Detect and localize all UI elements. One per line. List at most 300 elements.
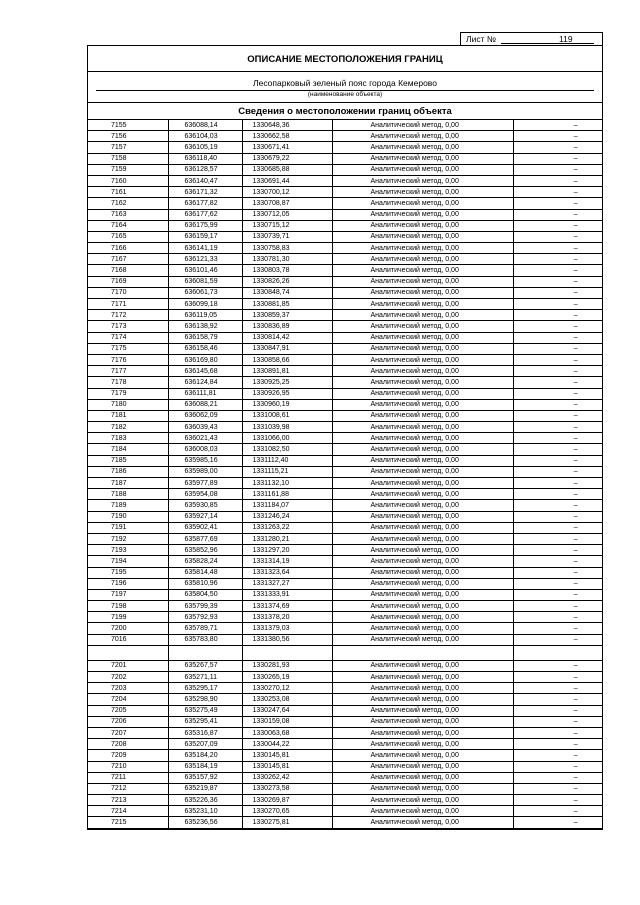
table-row [88, 683, 602, 694]
description-cell: – [513, 478, 602, 489]
x-coordinate-cell: 636099,18 [168, 299, 242, 310]
table-row [88, 410, 602, 421]
object-name-caption: (наименование объекта) [307, 91, 383, 98]
method-cell: Аналитический метод, 0,00 [332, 772, 513, 783]
method-cell: Аналитический метод, 0,00 [332, 399, 513, 410]
point-number-cell: 7192 [88, 533, 168, 544]
table-row [88, 489, 602, 500]
description-cell [513, 645, 602, 660]
x-coordinate-cell: 635789,71 [168, 623, 242, 634]
description-cell: – [513, 634, 602, 645]
y-coordinate-cell: 1330814,42 [242, 332, 332, 343]
x-coordinate-cell: 635231,10 [168, 806, 242, 817]
method-cell: Аналитический метод, 0,00 [332, 556, 513, 567]
description-cell: – [513, 601, 602, 612]
method-cell: Аналитический метод, 0,00 [332, 623, 513, 634]
description-cell: – [513, 772, 602, 783]
method-cell: Аналитический метод, 0,00 [332, 310, 513, 321]
point-number-cell: 7173 [88, 321, 168, 332]
method-cell: Аналитический метод, 0,00 [332, 739, 513, 750]
description-cell: – [513, 623, 602, 634]
description-cell: – [513, 265, 602, 276]
method-cell: Аналитический метод, 0,00 [332, 254, 513, 265]
description-cell: – [513, 578, 602, 589]
y-coordinate-cell: 1330145,81 [242, 761, 332, 772]
x-coordinate-cell: 636119,05 [168, 310, 242, 321]
y-coordinate-cell: 1330679,22 [242, 153, 332, 164]
method-cell: Аналитический метод, 0,00 [332, 131, 513, 142]
table-row [88, 533, 602, 544]
y-coordinate-cell: 1331378,20 [242, 612, 332, 623]
method-cell: Аналитический метод, 0,00 [332, 388, 513, 399]
x-coordinate-cell: 636118,40 [168, 153, 242, 164]
method-cell: Аналитический метод, 0,00 [332, 332, 513, 343]
y-coordinate-cell: 1330758,83 [242, 243, 332, 254]
table-row [88, 556, 602, 567]
y-coordinate-cell: 1330712,05 [242, 209, 332, 220]
y-coordinate-cell: 1330273,58 [242, 783, 332, 794]
y-coordinate-cell: 1330848,74 [242, 287, 332, 298]
point-number-cell: 7213 [88, 795, 168, 806]
description-cell: – [513, 739, 602, 750]
description-cell: – [513, 806, 602, 817]
table-row [88, 660, 602, 671]
y-coordinate-cell: 1330781,30 [242, 254, 332, 265]
point-number-cell: 7176 [88, 354, 168, 365]
description-cell: – [513, 716, 602, 727]
y-coordinate-cell: 1330826,26 [242, 276, 332, 287]
method-cell: Аналитический метод, 0,00 [332, 795, 513, 806]
description-cell: – [513, 377, 602, 388]
point-number-cell: 7175 [88, 343, 168, 354]
method-cell: Аналитический метод, 0,00 [332, 783, 513, 794]
x-coordinate-cell: 635316,87 [168, 727, 242, 738]
table-row [88, 466, 602, 477]
y-coordinate-cell: 1330262,42 [242, 772, 332, 783]
description-cell: – [513, 683, 602, 694]
description-cell: – [513, 705, 602, 716]
method-cell: Аналитический метод, 0,00 [332, 545, 513, 556]
y-coordinate-cell: 1330265,19 [242, 672, 332, 683]
point-number-cell: 7188 [88, 489, 168, 500]
point-number-cell: 7215 [88, 817, 168, 828]
method-cell: Аналитический метод, 0,00 [332, 220, 513, 231]
point-number-cell: 7016 [88, 634, 168, 645]
table-row [88, 806, 602, 817]
x-coordinate-cell: 635810,96 [168, 578, 242, 589]
point-number-cell: 7163 [88, 209, 168, 220]
table-row [88, 120, 602, 131]
x-coordinate-cell: 635207,09 [168, 739, 242, 750]
x-coordinate-cell: 636171,32 [168, 187, 242, 198]
x-coordinate-cell: 635157,92 [168, 772, 242, 783]
x-coordinate-cell: 636121,33 [168, 254, 242, 265]
x-coordinate-cell: 636141,19 [168, 243, 242, 254]
method-cell: Аналитический метод, 0,00 [332, 694, 513, 705]
table-row [88, 761, 602, 772]
y-coordinate-cell: 1331082,50 [242, 444, 332, 455]
table-row [88, 254, 602, 265]
description-cell: – [513, 276, 602, 287]
x-coordinate-cell: 636159,17 [168, 231, 242, 242]
point-number-cell: 7208 [88, 739, 168, 750]
description-cell: – [513, 388, 602, 399]
x-coordinate-cell: 635985,16 [168, 455, 242, 466]
description-cell: – [513, 343, 602, 354]
table-row [88, 522, 602, 533]
description-cell: – [513, 500, 602, 511]
method-cell: Аналитический метод, 0,00 [332, 806, 513, 817]
x-coordinate-cell: 636175,99 [168, 220, 242, 231]
table-row [88, 795, 602, 806]
x-coordinate-cell: 635954,08 [168, 489, 242, 500]
method-cell: Аналитический метод, 0,00 [332, 727, 513, 738]
description-cell: – [513, 567, 602, 578]
y-coordinate-cell: 1331008,61 [242, 410, 332, 421]
table-row [88, 187, 602, 198]
method-cell: Аналитический метод, 0,00 [332, 433, 513, 444]
y-coordinate-cell: 1330648,36 [242, 120, 332, 131]
y-coordinate-cell: 1331115,21 [242, 466, 332, 477]
table-row [88, 750, 602, 761]
method-cell: Аналитический метод, 0,00 [332, 209, 513, 220]
method-cell: Аналитический метод, 0,00 [332, 287, 513, 298]
point-number-cell: 7191 [88, 522, 168, 533]
y-coordinate-cell: 1330247,64 [242, 705, 332, 716]
table-row [88, 589, 602, 600]
description-cell: – [513, 783, 602, 794]
table-row [88, 500, 602, 511]
method-cell: Аналитический метод, 0,00 [332, 478, 513, 489]
y-coordinate-cell: 1330739,71 [242, 231, 332, 242]
description-cell: – [513, 287, 602, 298]
point-number-cell: 7211 [88, 772, 168, 783]
method-cell: Аналитический метод, 0,00 [332, 243, 513, 254]
method-cell: Аналитический метод, 0,00 [332, 299, 513, 310]
point-number-cell: 7157 [88, 142, 168, 153]
y-coordinate-cell: 1331039,98 [242, 422, 332, 433]
description-cell: – [513, 556, 602, 567]
y-coordinate-cell: 1331297,20 [242, 545, 332, 556]
x-coordinate-cell: 636140,47 [168, 175, 242, 186]
description-cell: – [513, 254, 602, 265]
x-coordinate-cell: 635877,69 [168, 533, 242, 544]
method-cell: Аналитический метод, 0,00 [332, 705, 513, 716]
y-coordinate-cell: 1330159,08 [242, 716, 332, 727]
y-coordinate-cell: 1330891,81 [242, 366, 332, 377]
point-number-cell: 7193 [88, 545, 168, 556]
point-number-cell: 7159 [88, 164, 168, 175]
y-coordinate-cell: 1331380,56 [242, 634, 332, 645]
table-row [88, 131, 602, 142]
point-number-cell: 7174 [88, 332, 168, 343]
table-row [88, 578, 602, 589]
description-cell: – [513, 660, 602, 671]
description-cell: – [513, 750, 602, 761]
x-coordinate-cell: 635989,00 [168, 466, 242, 477]
table-row [88, 231, 602, 242]
table-row [88, 343, 602, 354]
y-coordinate-cell: 1331333,91 [242, 589, 332, 600]
table-row [88, 388, 602, 399]
point-number-cell: 7205 [88, 705, 168, 716]
method-cell: Аналитический метод, 0,00 [332, 444, 513, 455]
table-row [88, 783, 602, 794]
table-row [88, 567, 602, 578]
description-cell: – [513, 817, 602, 828]
boundary-description-document [87, 45, 603, 830]
y-coordinate-cell: 1331066,00 [242, 433, 332, 444]
description-cell: – [513, 366, 602, 377]
x-coordinate-cell: 636177,62 [168, 209, 242, 220]
point-number-cell: 7180 [88, 399, 168, 410]
description-cell: – [513, 187, 602, 198]
point-number-cell: 7155 [88, 120, 168, 131]
x-coordinate-cell: 636088,21 [168, 399, 242, 410]
description-cell: – [513, 321, 602, 332]
y-coordinate-cell: 1330859,37 [242, 310, 332, 321]
x-coordinate-cell: 635295,17 [168, 683, 242, 694]
table-row [88, 209, 602, 220]
y-coordinate-cell: 1330269,87 [242, 795, 332, 806]
y-coordinate-cell: 1330858,66 [242, 354, 332, 365]
table-row [88, 772, 602, 783]
x-coordinate-cell: 636169,80 [168, 354, 242, 365]
x-coordinate-cell: 636039,43 [168, 422, 242, 433]
point-number-cell: 7202 [88, 672, 168, 683]
coordinates-table-body [88, 120, 602, 828]
method-cell: Аналитический метод, 0,00 [332, 634, 513, 645]
description-cell: – [513, 209, 602, 220]
x-coordinate-cell: 636088,14 [168, 120, 242, 131]
point-number-cell: 7162 [88, 198, 168, 209]
description-cell: – [513, 727, 602, 738]
x-coordinate-cell: 635902,41 [168, 522, 242, 533]
table-row [88, 299, 602, 310]
x-coordinate-cell: 635184,19 [168, 761, 242, 772]
method-cell: Аналитический метод, 0,00 [332, 265, 513, 276]
x-coordinate-cell: 635977,89 [168, 478, 242, 489]
y-coordinate-cell: 1330881,85 [242, 299, 332, 310]
method-cell: Аналитический метод, 0,00 [332, 366, 513, 377]
method-cell: Аналитический метод, 0,00 [332, 683, 513, 694]
method-cell: Аналитический метод, 0,00 [332, 410, 513, 421]
description-cell: – [513, 612, 602, 623]
sheet-number-underline [501, 43, 594, 44]
x-coordinate-cell [168, 645, 242, 660]
description-cell: – [513, 410, 602, 421]
description-cell: – [513, 455, 602, 466]
x-coordinate-cell: 635930,85 [168, 500, 242, 511]
table-row [88, 164, 602, 175]
description-cell: – [513, 220, 602, 231]
table-row [88, 276, 602, 287]
description-cell: – [513, 444, 602, 455]
x-coordinate-cell: 636105,19 [168, 142, 242, 153]
method-cell: Аналитический метод, 0,00 [332, 175, 513, 186]
point-number-cell: 7214 [88, 806, 168, 817]
point-number-cell: 7164 [88, 220, 168, 231]
y-coordinate-cell: 1330708,87 [242, 198, 332, 209]
method-cell: Аналитический метод, 0,00 [332, 672, 513, 683]
point-number-cell: 7165 [88, 231, 168, 242]
method-cell: Аналитический метод, 0,00 [332, 817, 513, 828]
method-cell: Аналитический метод, 0,00 [332, 455, 513, 466]
point-number-cell: 7169 [88, 276, 168, 287]
description-cell: – [513, 422, 602, 433]
method-cell: Аналитический метод, 0,00 [332, 761, 513, 772]
y-coordinate-cell: 1330700,12 [242, 187, 332, 198]
x-coordinate-cell: 635295,41 [168, 716, 242, 727]
method-cell: Аналитический метод, 0,00 [332, 153, 513, 164]
y-coordinate-cell: 1330145,81 [242, 750, 332, 761]
table-row [88, 153, 602, 164]
y-coordinate-cell: 1330063,68 [242, 727, 332, 738]
table-row [88, 265, 602, 276]
method-cell: Аналитический метод, 0,00 [332, 142, 513, 153]
point-number-cell: 7167 [88, 254, 168, 265]
y-coordinate-cell: 1331374,69 [242, 601, 332, 612]
table-row [88, 433, 602, 444]
y-coordinate-cell: 1330960,19 [242, 399, 332, 410]
x-coordinate-cell: 636138,92 [168, 321, 242, 332]
description-cell: – [513, 142, 602, 153]
point-number-cell: 7172 [88, 310, 168, 321]
x-coordinate-cell: 636104,03 [168, 131, 242, 142]
y-coordinate-cell: 1331112,40 [242, 455, 332, 466]
y-coordinate-cell: 1331327,27 [242, 578, 332, 589]
point-number-cell: 7201 [88, 660, 168, 671]
point-number-cell: 7183 [88, 433, 168, 444]
description-cell: – [513, 399, 602, 410]
object-name-block [88, 72, 602, 103]
x-coordinate-cell: 635852,96 [168, 545, 242, 556]
method-cell: Аналитический метод, 0,00 [332, 422, 513, 433]
method-cell: Аналитический метод, 0,00 [332, 120, 513, 131]
x-coordinate-cell: 636177,82 [168, 198, 242, 209]
y-coordinate-cell: 1330044,22 [242, 739, 332, 750]
method-cell: Аналитический метод, 0,00 [332, 716, 513, 727]
table-row [88, 220, 602, 231]
point-number-cell: 7166 [88, 243, 168, 254]
point-number-cell: 7179 [88, 388, 168, 399]
description-cell: – [513, 489, 602, 500]
y-coordinate-cell: 1330803,78 [242, 265, 332, 276]
table-row [88, 545, 602, 556]
description-cell: – [513, 533, 602, 544]
y-coordinate-cell: 1330685,88 [242, 164, 332, 175]
y-coordinate-cell: 1330662,58 [242, 131, 332, 142]
x-coordinate-cell: 636111,81 [168, 388, 242, 399]
point-number-cell: 7156 [88, 131, 168, 142]
x-coordinate-cell: 635275,49 [168, 705, 242, 716]
point-number-cell: 7209 [88, 750, 168, 761]
table-row [88, 366, 602, 377]
point-number-cell: 7158 [88, 153, 168, 164]
point-number-cell: 7161 [88, 187, 168, 198]
method-cell: Аналитический метод, 0,00 [332, 567, 513, 578]
y-coordinate-cell: 1330671,41 [242, 142, 332, 153]
y-coordinate-cell: 1331314,19 [242, 556, 332, 567]
coordinates-table [88, 120, 602, 829]
point-number-cell: 7194 [88, 556, 168, 567]
point-number-cell: 7178 [88, 377, 168, 388]
point-number-cell: 7168 [88, 265, 168, 276]
description-cell: – [513, 694, 602, 705]
table-row [88, 332, 602, 343]
y-coordinate-cell: 1330926,95 [242, 388, 332, 399]
point-number-cell [88, 645, 168, 660]
section-title: Сведения о местоположении границ объекта [88, 103, 602, 120]
y-coordinate-cell: 1330925,25 [242, 377, 332, 388]
method-cell: Аналитический метод, 0,00 [332, 343, 513, 354]
y-coordinate-cell: 1330270,12 [242, 683, 332, 694]
description-cell: – [513, 672, 602, 683]
point-number-cell: 7182 [88, 422, 168, 433]
table-row [88, 623, 602, 634]
method-cell: Аналитический метод, 0,00 [332, 511, 513, 522]
description-cell: – [513, 545, 602, 556]
method-cell: Аналитический метод, 0,00 [332, 660, 513, 671]
point-number-cell: 7198 [88, 601, 168, 612]
method-cell: Аналитический метод, 0,00 [332, 187, 513, 198]
point-number-cell: 7189 [88, 500, 168, 511]
method-cell: Аналитический метод, 0,00 [332, 489, 513, 500]
table-row [88, 694, 602, 705]
point-number-cell: 7190 [88, 511, 168, 522]
table-row [88, 739, 602, 750]
sheet-number-box [460, 32, 603, 46]
y-coordinate-cell: 1330281,93 [242, 660, 332, 671]
description-cell: – [513, 175, 602, 186]
x-coordinate-cell: 636124,84 [168, 377, 242, 388]
x-coordinate-cell: 635226,36 [168, 795, 242, 806]
table-row [88, 198, 602, 209]
point-number-cell: 7195 [88, 567, 168, 578]
x-coordinate-cell: 635783,80 [168, 634, 242, 645]
table-row [88, 727, 602, 738]
table-row [88, 399, 602, 410]
description-cell: – [513, 120, 602, 131]
y-coordinate-cell: 1330715,12 [242, 220, 332, 231]
table-row [88, 511, 602, 522]
x-coordinate-cell: 635271,11 [168, 672, 242, 683]
table-row [88, 601, 602, 612]
point-number-cell: 7197 [88, 589, 168, 600]
description-cell: – [513, 231, 602, 242]
table-row [88, 310, 602, 321]
point-number-cell: 7200 [88, 623, 168, 634]
method-cell: Аналитический метод, 0,00 [332, 533, 513, 544]
table-row [88, 354, 602, 365]
y-coordinate-cell [242, 645, 332, 660]
table-row [88, 444, 602, 455]
description-cell: – [513, 164, 602, 175]
table-row [88, 377, 602, 388]
x-coordinate-cell: 635184,20 [168, 750, 242, 761]
point-number-cell: 7204 [88, 694, 168, 705]
document-title: ОПИСАНИЕ МЕСТОПОЛОЖЕНИЯ ГРАНИЦ [88, 46, 602, 72]
description-cell: – [513, 522, 602, 533]
point-number-cell: 7170 [88, 287, 168, 298]
point-number-cell: 7187 [88, 478, 168, 489]
description-cell: – [513, 795, 602, 806]
method-cell: Аналитический метод, 0,00 [332, 589, 513, 600]
x-coordinate-cell: 635298,90 [168, 694, 242, 705]
table-row [88, 142, 602, 153]
table-row [88, 455, 602, 466]
table-row [88, 817, 602, 828]
